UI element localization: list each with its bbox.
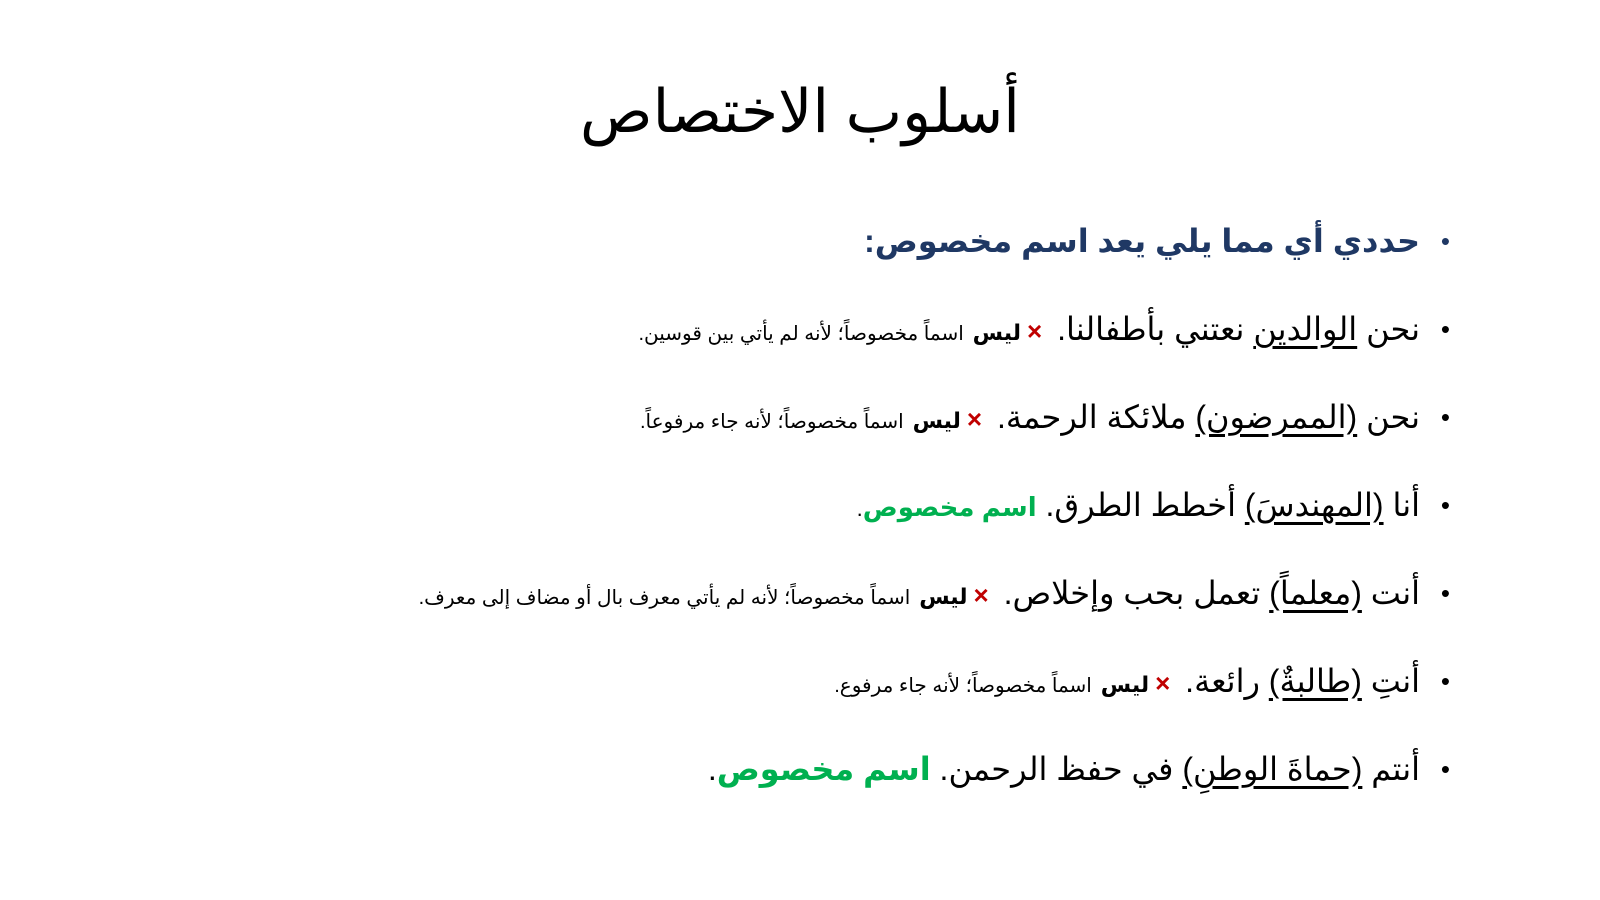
sentence-before: أنا	[1383, 487, 1420, 523]
sentence-after: ملائكة الرحمة.	[997, 399, 1196, 435]
bullet-icon: •	[1440, 402, 1450, 432]
sentence-before: أنتم	[1362, 751, 1420, 787]
sentence-after: تعمل بحب وإخلاص.	[1003, 575, 1270, 611]
underlined-word: (حماةَ الوطنِ)	[1182, 751, 1363, 787]
verdict-negative: ليس	[919, 584, 968, 609]
list-item	[90, 303, 1450, 391]
bullet-icon: •	[1440, 754, 1450, 784]
question-item	[90, 215, 1450, 303]
list-item	[90, 479, 1450, 567]
slide-title: أسلوب الاختصاص	[580, 78, 1020, 145]
sentence-before: أنت	[1361, 575, 1420, 611]
list-item	[90, 391, 1450, 479]
underlined-word: (معلماً)	[1269, 575, 1362, 611]
explanation-note: اسماً مخصوصاً؛ لأنه لم يأتي معرف بال أو مضاف إلى معرف.	[418, 587, 911, 609]
bullet-icon: •	[1440, 314, 1450, 344]
sentence-before: أنتِ	[1361, 663, 1420, 699]
bullet-icon: •	[1440, 226, 1450, 256]
list-item	[90, 743, 1450, 831]
sentence-after: في حفظ الرحمن.	[939, 751, 1183, 787]
bullet-icon: •	[1440, 666, 1450, 696]
period: .	[856, 496, 863, 521]
verdict-positive: اسم مخصوص	[862, 492, 1037, 522]
cross-icon: ×	[973, 580, 989, 610]
period: .	[707, 751, 717, 787]
explanation-note: اسماً مخصوصاً؛ لأنه لم يأتي بين قوسين.	[638, 323, 964, 345]
bullet-list	[90, 215, 1450, 831]
list-item	[90, 567, 1450, 655]
cross-icon: ×	[1155, 668, 1171, 698]
sentence-after: نعتني بأطفالنا.	[1057, 311, 1254, 347]
cross-icon: ×	[1027, 316, 1043, 346]
cross-icon: ×	[966, 404, 983, 434]
underlined-word: (الممرضون)	[1195, 399, 1358, 435]
question-text: حددي أي مما يلي يعد اسم مخصوص:	[864, 223, 1420, 259]
sentence-before: نحن	[1357, 399, 1420, 435]
sentence-before: نحن	[1357, 311, 1420, 347]
sentence-after: رائعة.	[1185, 663, 1269, 699]
explanation-note: اسماً مخصوصاً؛ لأنه جاء مرفوع.	[834, 675, 1092, 697]
sentence-after: أخطط الطرق.	[1045, 487, 1245, 523]
list-item	[90, 655, 1450, 743]
verdict-negative: ليس	[912, 408, 961, 433]
underlined-word: (طالبةٌ)	[1268, 663, 1362, 699]
verdict-negative: ليس	[972, 320, 1022, 345]
underlined-word: (المهندسَ)	[1244, 487, 1384, 523]
verdict-negative: ليس	[1100, 672, 1150, 697]
explanation-note: اسماً مخصوصاً؛ لأنه جاء مرفوعاً.	[639, 411, 904, 433]
bullet-icon: •	[1440, 578, 1450, 608]
bullet-icon: •	[1440, 490, 1450, 520]
verdict-positive: اسم مخصوص	[716, 751, 931, 787]
underlined-word: الوالدين	[1253, 311, 1358, 347]
